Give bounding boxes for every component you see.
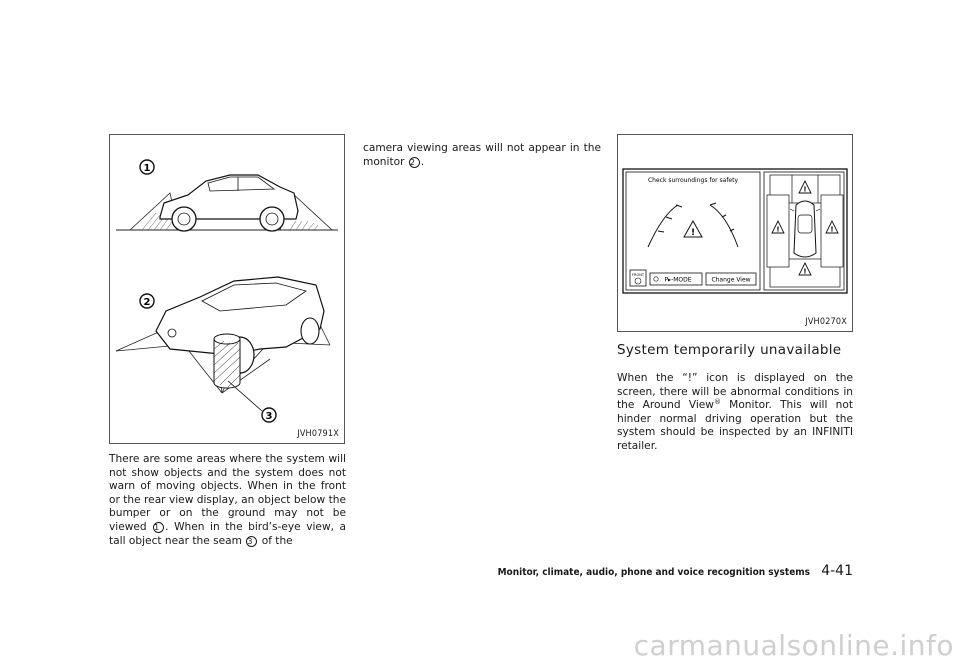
svg-text:3: 3 xyxy=(265,411,273,422)
blind-area-illustration xyxy=(110,135,344,443)
svg-text:2: 2 xyxy=(143,297,151,308)
paragraph-text: of the xyxy=(258,534,293,547)
svg-text:!: ! xyxy=(690,228,696,238)
page-number: 4-41 xyxy=(821,563,853,579)
callout-3 xyxy=(262,408,276,422)
body-paragraph-continued xyxy=(363,142,601,169)
svg-text:!: ! xyxy=(803,267,807,276)
tall-object xyxy=(214,334,240,388)
watermark: carmanualsonline.info xyxy=(633,629,954,662)
page-footer xyxy=(498,563,853,579)
figure-caption: JVH0270X xyxy=(805,317,847,327)
callout-ref-3: 3 xyxy=(246,536,257,547)
callout-2 xyxy=(140,294,154,308)
footer-section-title: Monitor, climate, audio, phone and voice recognition systems xyxy=(497,567,811,578)
paragraph-text: . xyxy=(420,155,425,168)
callout-ref-1: 1 xyxy=(153,522,164,533)
paragraph-text: . When in the bird’s-eye view, a tall object near the seam xyxy=(109,520,346,547)
section-heading: System temporarily unavailable xyxy=(617,342,842,358)
svg-text:!: ! xyxy=(803,185,807,194)
figure-blind-areas xyxy=(109,134,345,444)
svg-text:!: ! xyxy=(830,225,834,234)
monitor-screen-illustration xyxy=(618,135,852,331)
registered-mark: ® xyxy=(713,398,721,407)
screen-banner: Check surroundings for safety xyxy=(647,177,739,184)
paragraph-text: There are some areas where the system will not show objects and the system does not warn of moving objects. When in the front or the rear view display, an object below the bumper or on the ground may not be viewed xyxy=(109,453,346,533)
svg-text:1: 1 xyxy=(143,163,151,174)
paragraph-text: Monitor. This will not hinder normal driving operation but the system should be inspected by an INFINITI retailer. xyxy=(617,399,853,452)
paragraph-text: camera viewing areas will not appear in the monitor xyxy=(363,142,601,168)
figure-monitor-screen xyxy=(617,134,853,332)
callout-1 xyxy=(140,160,154,174)
callout-ref-2: 2 xyxy=(409,157,420,168)
front-camera-button xyxy=(630,270,646,286)
paragraph-text: When the “!” icon is displayed on the screen, there will be abnormal conditions in the Around View xyxy=(617,372,853,412)
svg-text:!: ! xyxy=(776,225,780,234)
pmode-button xyxy=(650,273,702,285)
body-paragraph-unavailable xyxy=(617,372,853,454)
svg-text:P▸-MODE: P▸-MODE xyxy=(664,276,692,284)
svg-text:Change View: Change View xyxy=(711,276,751,284)
change-view-button xyxy=(706,273,756,285)
body-paragraph-blind-areas xyxy=(109,453,346,548)
svg-text:FRONT: FRONT xyxy=(632,273,644,277)
figure-caption: JVH0791X xyxy=(297,429,339,439)
